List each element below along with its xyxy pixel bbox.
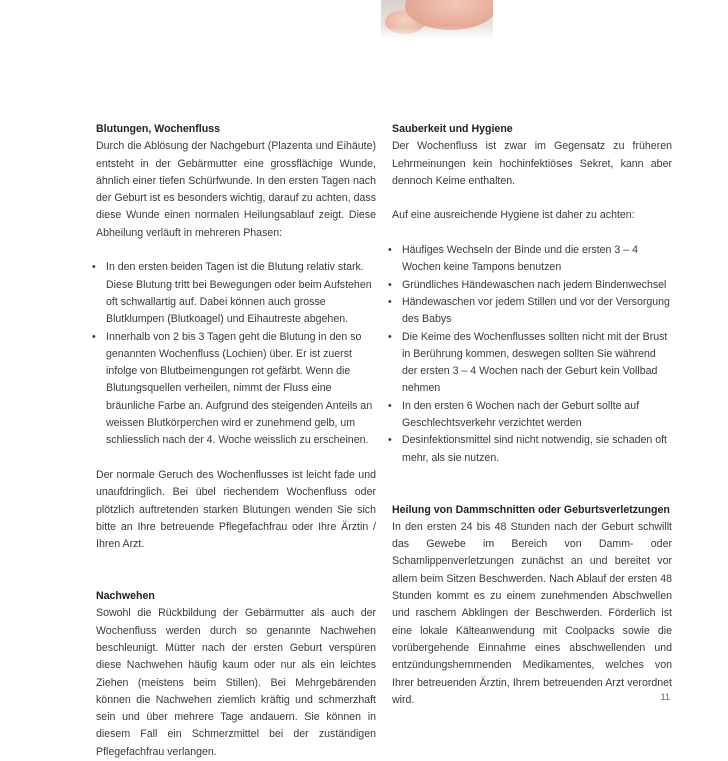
photo-fade	[381, 26, 493, 40]
list-item: • Desinfektionsmittel sind nicht notwendig, sie schaden oft mehr, als sie nutzen.	[392, 432, 672, 467]
list-item: • Innerhalb von 2 bis 3 Tagen geht die Blutung in den so genannten Wochenfluss (Lochien) über. Er ist zuerst infolge von Blutbeimengungen rot gefärbt. Wenn die Blutungsquellen verheilen, nimmt der Fluss eine bräunliche Farbe an. Aufgrund des steigenden Anteils an weissen Blutkörperchen wird er zunehmend gelb, um schliesslich nach der 4. Woche weisslich zu erscheinen.	[96, 329, 376, 450]
list-item: • Die Keime des Wochenflusses sollten nicht mit der Brust in Berührung kommen, deswegen sollten Sie während der ersten 3 – 4 Wochen nach der Geburt kein Vollbad nehmen	[392, 329, 672, 398]
bullet-list-blutungen	[96, 259, 376, 449]
right-column	[392, 121, 672, 709]
section-heading-heilung: Heilung von Dammschnitten oder Geburtsverletzungen	[392, 503, 670, 516]
bullet-list-hygiene	[392, 242, 672, 467]
paragraph-hygiene-intro: Der Wochenfluss ist zwar im Gegensatz zu früheren Lehrmeinungen kein hochinfektiöses Sekret, kann aber dennoch Keime enthalten.	[392, 140, 672, 187]
page-number: 11	[660, 692, 670, 702]
list-item: • In den ersten 6 Wochen nach der Geburt sollte auf Geschlechtsverkehr verzichtet werden	[392, 398, 672, 433]
newborn-baby-photo	[381, 0, 493, 40]
list-item: • Häufiges Wechseln der Binde und die ersten 3 – 4 Wochen keine Tampons benutzen	[392, 242, 672, 277]
list-item: • Händewaschen vor jedem Stillen und vor der Versorgung des Babys	[392, 294, 672, 329]
paragraph-nachwehen: Sowohl die Rückbildung der Gebärmutter als auch der Wochenfluss werden durch so genannte Nachwehen beschleunigt. Mütter nach der ersten Geburt verspüren diese Nachwehen häufig kaum oder nur als ein leichtes Ziehen (meistens beim Stillen). Bei Mehrgebärenden können die Nachwehen ziemlich kräftig und schmerzhaft sein und über mehrere Tage andauern. Sie können in diesem Fall ein Schmerzmittel bei der zuständigen Pflegefachfrau verlangen.	[96, 607, 376, 758]
section-heading-nachwehen: Nachwehen	[96, 590, 155, 603]
section-heading-blutungen: Blutungen, Wochenfluss	[96, 123, 220, 135]
paragraph-hygiene-lead: Auf eine ausreichende Hygiene ist daher zu achten:	[392, 209, 635, 222]
paragraph-blutungen-intro: Durch die Ablösung der Nachgeburt (Plazenta und Eihäute) entsteht in der Gebärmutter eine grossflächige Wunde, ähnlich einer tiefen Schürfwunde. In den ersten Tagen nach der Geburt ist es besonders wichtig, darauf zu achten, dass diese Wunde einen normalen Heilungsablauf zeigt. Diese Abheilung verläuft in mehreren Phasen:	[96, 140, 376, 239]
left-column	[96, 121, 376, 761]
paragraph-heilung: In den ersten 24 bis 48 Stunden nach der Geburt schwillt das Gewebe im Bereich von Damm- oder Schamlippenverletzungen zunächst an und bereitet vor allem beim Sitzen Beschwerden. Nach Ablauf der ersten 48 Stunden kommt es zu einem zunehmenden Abschwellen und raschem Abklingen der Beschwerden. Förderlich ist eine lokale Kälteanwendung mit Coolpacks sowie die vorübergehende Einnahme eines abschwellenden und entzündungshemmenden Medikamentes, welches von Ihrer betreuenden Ärztin, Ihrem betreuenden Arzt verordnet wird.	[392, 520, 672, 706]
list-item: • In den ersten beiden Tagen ist die Blutung relativ stark. Diese Blutung tritt bei Bewegungen oder beim Aufstehen oft schwallartig auf. Dabei können auch grosse Blutklumpen (Blutkoagel) und Eihautreste abgehen.	[96, 259, 376, 328]
paragraph-blutungen-outro: Der normale Geruch des Wochenflusses ist leicht fade und unaufdringlich. Bei übel riechendem Wochenfluss oder plötzlich auftretenden starken Blutungen wenden Sie sich bitte an Ihre betreuende Pflegefachfrau oder Ihre Ärztin / Ihren Arzt.	[96, 468, 376, 551]
section-heading-hygiene: Sauberkeit und Hygiene	[392, 123, 513, 135]
list-item: • Gründliches Händewaschen nach jedem Bindenwechsel	[392, 277, 672, 294]
